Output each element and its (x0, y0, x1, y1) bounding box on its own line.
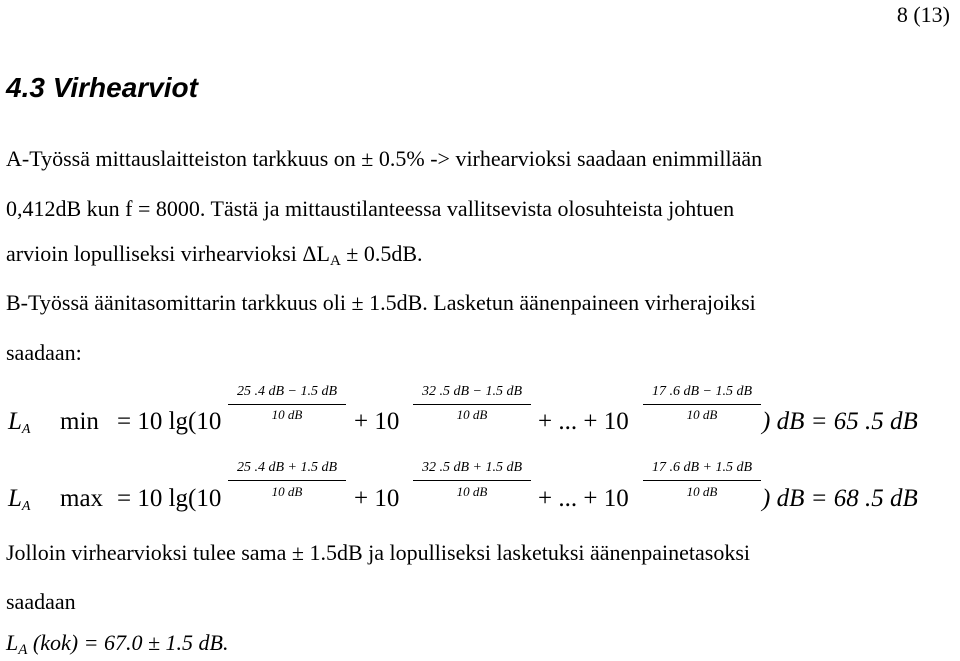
paragraph-line-3-tail: ± 0.5dB. (340, 241, 423, 266)
paragraph-line-5: saadaan: (6, 340, 82, 365)
eq-max-label: max (60, 485, 104, 512)
eq-min-exp2-numerator: 32 .5 dB − 1.5 dB (421, 384, 523, 399)
eq-min-exp2-bar (413, 404, 531, 405)
eq-min-exp2-denominator: 10 dB (456, 407, 488, 422)
eq-max-exp3-bar (643, 480, 761, 481)
conclusion-sub-a: A (18, 642, 28, 658)
conclusion-line-1: Jolloin virhearvioksi tulee sama ± 1.5dB ja lopulliseksi lasketuksi äänenpainetasoksi (6, 540, 751, 565)
page-number: 8 (13) (896, 2, 950, 27)
eq-max-sub: A (21, 499, 31, 514)
conclusion-result: (kok) = 67.0 ± 1.5 dB. (27, 630, 229, 655)
paragraph-line-1: A-Työssä mittauslaitteiston tarkkuus on ± 0.5% -> virhearvioksi saadaan enimmillään (6, 146, 763, 171)
conclusion-line-3 (6, 630, 228, 656)
paragraph-line-2: 0,412dB kun f = 8000. Tästä ja mittaustilanteessa vallitsevista olosuhteista johtuen (6, 196, 735, 221)
section-heading: 4.3 Virhearviot (6, 72, 198, 103)
eq-max-exp2-denominator: 10 dB (456, 484, 488, 499)
conclusion-L: L (6, 630, 19, 655)
eq-max-exp1-bar (228, 480, 346, 481)
eq-max-exp3-denominator: 10 dB (686, 484, 718, 499)
eq-max-exp2-numerator: 32 .5 dB + 1.5 dB (421, 460, 523, 475)
paragraph-line-3 (6, 241, 423, 267)
conclusion-line-2: saadaan (6, 589, 76, 614)
eq-min-exp1-bar (228, 404, 346, 405)
eq-min-L: L (8, 408, 22, 435)
eq-min-exp1-numerator: 25 .4 dB − 1.5 dB (236, 384, 338, 399)
eq-max-exp1-numerator: 25 .4 dB + 1.5 dB (236, 460, 338, 475)
eq-min-lhs: = 10 lg(10 (117, 408, 222, 435)
eq-min-label: min (60, 408, 99, 435)
eq-max-symbol (8, 485, 30, 513)
eq-min-result: ) dB = 65 .5 dB (762, 408, 918, 435)
eq-max-plus1: + 10 (354, 485, 400, 512)
eq-min-exp3-bar (643, 404, 761, 405)
eq-min-plus1: + 10 (354, 408, 400, 435)
eq-max-plus2: + ... + 10 (538, 485, 629, 512)
eq-max-L: L (8, 485, 22, 512)
eq-min-exp1-denominator: 10 dB (271, 407, 303, 422)
paragraph-line-3-text: arvioin lopulliseksi virhearvioksi ΔL (6, 241, 330, 266)
subscript-a: A (329, 253, 341, 269)
eq-min-plus2: + ... + 10 (538, 408, 629, 435)
eq-max-exp2-bar (413, 480, 531, 481)
eq-max-exp1-denominator: 10 dB (271, 484, 303, 499)
eq-max-result: ) dB = 68 .5 dB (762, 485, 918, 512)
eq-min-sub: A (21, 422, 31, 437)
eq-max-lhs: = 10 lg(10 (117, 485, 222, 512)
eq-min-exp3-numerator: 17 .6 dB − 1.5 dB (651, 384, 753, 399)
eq-min-symbol (8, 408, 30, 436)
paragraph-line-4: B-Työssä äänitasomittarin tarkkuus oli ± 1.5dB. Lasketun äänenpaineen virherajoiksi (6, 290, 756, 315)
eq-max-exp3-numerator: 17 .6 dB + 1.5 dB (651, 460, 753, 475)
eq-min-exp3-denominator: 10 dB (686, 407, 718, 422)
